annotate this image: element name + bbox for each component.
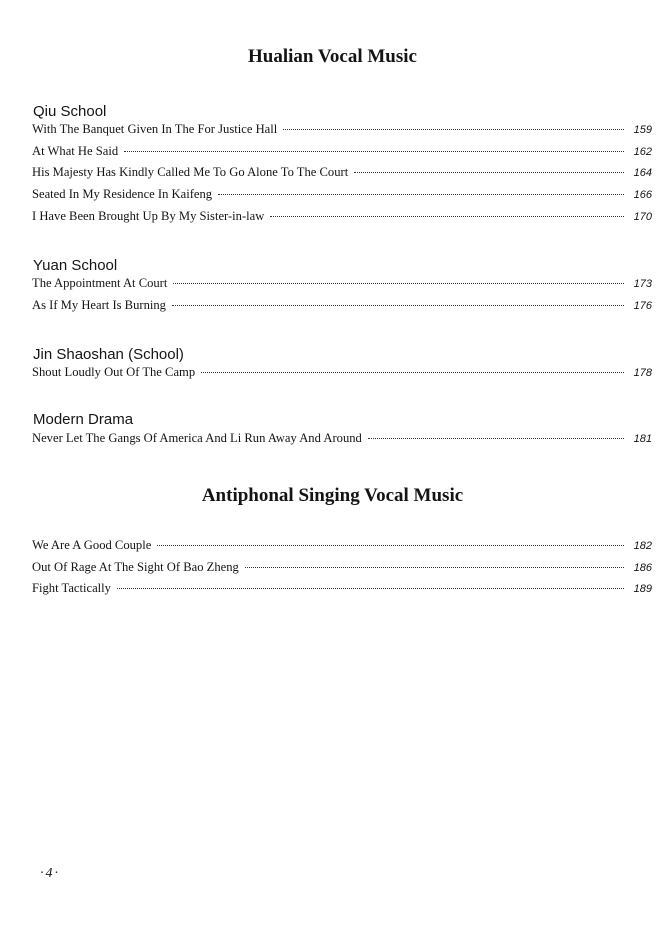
dot-leader [354, 172, 624, 173]
jin-shaoshan-list [32, 365, 652, 387]
toc-entry-page: 164 [633, 167, 652, 180]
toc-entry-page: 181 [633, 433, 652, 445]
modern-drama-list [32, 431, 652, 453]
toc-entry[interactable] [32, 538, 652, 560]
dot-leader [201, 372, 624, 373]
toc-entry-title: The Appointment At Court [32, 276, 168, 290]
toc-entry[interactable] [32, 431, 652, 453]
toc-entry-title: Out Of Rage At The Sight Of Bao Zheng [32, 559, 239, 574]
dot-leader [245, 567, 624, 568]
dot-leader [117, 588, 624, 589]
toc-entry-title: Never Let The Gangs Of America And Li Run Away And Around [32, 431, 362, 445]
toc-entry-page: 162 [633, 145, 652, 158]
toc-entry-page: 170 [633, 210, 652, 223]
toc-entry[interactable] [32, 209, 652, 231]
toc-entry[interactable] [32, 187, 652, 209]
toc-entry-title: With The Banquet Given In The For Justice Hall [32, 122, 278, 136]
dot-leader [157, 545, 624, 546]
yuan-school-list [32, 276, 652, 319]
dot-leader [283, 129, 624, 130]
toc-entry-title: Seated In My Residence In Kaifeng [32, 187, 213, 202]
dot-leader [173, 283, 624, 284]
toc-entry-page: 166 [633, 189, 652, 202]
dot-leader [368, 438, 624, 439]
toc-entry[interactable] [32, 298, 652, 320]
antiphonal-heading: Antiphonal Singing Vocal Music [201, 485, 464, 506]
toc-entry-title: We Are A Good Couple [32, 538, 152, 552]
toc-entry[interactable] [32, 365, 652, 387]
toc-entry[interactable] [32, 144, 652, 166]
toc-entry[interactable] [32, 581, 652, 603]
dot-leader [124, 151, 624, 152]
toc-entry-page: 189 [633, 583, 652, 596]
qiu-school-list [32, 122, 652, 230]
toc-entry-page: 159 [633, 124, 652, 136]
toc-entry-page: 176 [633, 299, 652, 312]
toc-entry-title: Shout Loudly Out Of The Camp [32, 365, 196, 379]
page-number: ·4· [40, 866, 60, 881]
jin-shaoshan-heading: Jin Shaoshan (School) [33, 346, 184, 363]
hualian-heading: Hualian Vocal Music [248, 46, 417, 67]
toc-entry-title: I Have Been Brought Up By My Sister-in-law [32, 208, 265, 223]
antiphonal-list [32, 538, 652, 603]
toc-entry-page: 178 [633, 367, 652, 379]
toc-entry-page: 173 [633, 278, 652, 290]
modern-drama-heading: Modern Drama [33, 411, 134, 428]
dot-leader [218, 194, 624, 195]
toc-entry[interactable] [32, 276, 652, 298]
toc-entry-title: At What He Said [32, 143, 119, 158]
toc-entry-title: Fight Tactically [32, 581, 111, 596]
toc-entry-title: As If My Heart Is Burning [32, 297, 166, 312]
toc-entry[interactable] [32, 165, 652, 187]
dot-leader [172, 305, 624, 306]
toc-entry-title: His Majesty Has Kindly Called Me To Go Alone To The Court [32, 165, 349, 180]
toc-entry[interactable] [32, 560, 652, 582]
toc-entry-page: 182 [633, 540, 652, 552]
toc-entry[interactable] [32, 122, 652, 144]
yuan-school-heading: Yuan School [33, 257, 118, 274]
dot-leader [270, 216, 624, 217]
toc-entry-page: 186 [633, 561, 652, 574]
qiu-school-heading: Qiu School [33, 103, 107, 120]
